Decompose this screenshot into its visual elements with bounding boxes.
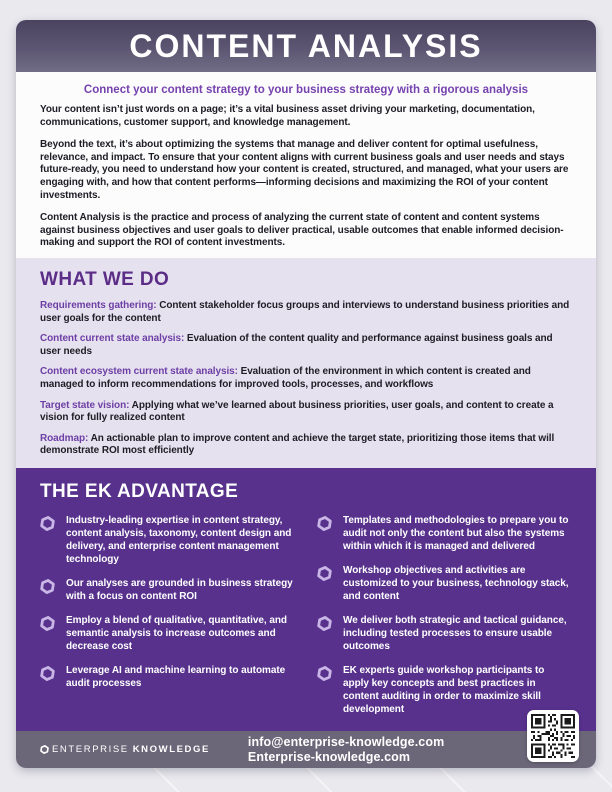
service-item-text: Evaluation of the content quality and performance against business goals and user needs	[40, 333, 553, 357]
hexagon-ring-icon	[40, 616, 55, 631]
advantage-item	[317, 664, 572, 716]
advantage-item-text: Workshop objectives and activities are customized to your business, technology stack, and content	[343, 565, 569, 602]
logo-word-enterprise: ENTERPRISE	[52, 744, 129, 755]
advantage-item-text: Leverage AI and machine learning to automate audit processes	[66, 665, 286, 689]
ek-advantage-section	[16, 468, 596, 731]
service-item	[40, 400, 572, 425]
qr-code-icon	[531, 714, 575, 758]
title-banner	[16, 20, 596, 72]
service-item	[40, 433, 572, 458]
advantage-item	[40, 614, 295, 653]
service-item-lead: Content ecosystem current state analysis:	[40, 366, 238, 378]
service-item-lead: Content current state analysis:	[40, 333, 185, 345]
hexagon-ring-icon	[317, 566, 332, 581]
ek-advantage-heading: THE EK ADVANTAGE	[40, 481, 239, 502]
what-we-do-heading: WHAT WE DO	[40, 269, 170, 290]
advantage-item	[317, 514, 572, 553]
advantage-item	[40, 514, 295, 566]
advantage-item	[40, 664, 295, 690]
contact-block	[248, 735, 444, 765]
service-item	[40, 333, 572, 358]
flyer-card	[16, 20, 596, 768]
intro-paragraph: Content Analysis is the practice and process of analyzing the current state of content and content systems against business objectives and user goals to deliver practical, usable outcomes that enable informed decision-making and support the ROI of content investments.	[40, 212, 564, 249]
ek-hexagon-logo-icon	[40, 745, 49, 754]
advantage-column-right	[317, 514, 572, 716]
advantage-item-text: Industry-leading expertise in content strategy, content analysis, taxonomy, content design and delivery, and enterprise content management technology	[66, 515, 292, 565]
page-title: CONTENT ANALYSIS	[129, 27, 483, 64]
enterprise-knowledge-logo	[40, 744, 210, 755]
service-item-lead: Requirements gathering:	[40, 300, 157, 311]
website-link[interactable]: Enterprise-knowledge.com	[247, 749, 411, 764]
intro-paragraph: Your content isn’t just words on a page; it’s a vital business asset driving your marketing, documentation, communications, customer support, and knowledge management.	[40, 104, 535, 128]
email-link[interactable]: info@enterprise-knowledge.com	[247, 734, 445, 749]
advantage-item	[317, 614, 572, 653]
service-item	[40, 366, 572, 391]
advantage-item-text: Our analyses are grounded in business strategy with a focus on content ROI	[66, 578, 293, 602]
service-item-lead: Target state vision:	[40, 399, 130, 411]
advantage-item-text: EK experts guide workshop participants to apply key concepts and best practices in content auditing in order to maximize skill development	[343, 665, 545, 715]
hexagon-ring-icon	[317, 616, 332, 631]
intro-subtitle: Connect your content strategy to your business strategy with a rigorous analysis	[83, 84, 529, 96]
hexagon-ring-icon	[40, 579, 55, 594]
intro-section	[16, 72, 596, 258]
hexagon-ring-icon	[40, 516, 55, 531]
service-item-lead: Roadmap:	[40, 432, 89, 444]
service-item-text: Applying what we’ve learned about business priorities, user goals, and content to create a vision for fully realized content	[40, 399, 554, 424]
qr-code	[527, 710, 579, 762]
advantage-item-text: Templates and methodologies to prepare you to audit not only the content but also the systems within which it is managed and delivered	[343, 515, 569, 552]
advantage-column-left	[40, 514, 295, 716]
advantage-item-text: We deliver both strategic and tactical guidance, including tested processes to ensure usable outcomes	[343, 615, 567, 652]
logo-wordmark	[52, 744, 210, 755]
advantage-item	[317, 564, 572, 603]
service-item	[40, 300, 572, 325]
advantage-item-text: Employ a blend of qualitative, quantitative, and semantic analysis to increase outcomes and decrease cost	[66, 615, 287, 652]
footer-bar	[16, 731, 596, 768]
hexagon-ring-icon	[317, 516, 332, 531]
intro-paragraph: Beyond the text, it’s about optimizing the systems that manage and deliver content for optimal usefulness, relevance, and impact. To ensure that your content aligns with current business goals and user needs and stays future-ready, you need to understand how your content is created, structured, and managed, what your users are engaging with, and how that content performs—informing decisions and maximizing the ROI of your content investments.	[40, 139, 569, 201]
service-item-text: An actionable plan to improve content and achieve the target state, prioritizing those items that will demonstrate ROI most efficiently	[40, 432, 555, 457]
logo-word-knowledge: KNOWLEDGE	[132, 744, 210, 755]
hexagon-ring-icon	[317, 666, 332, 681]
advantage-item	[40, 577, 295, 603]
service-item-text: Content stakeholder focus groups and interviews to understand business priorities and user goals for the content	[40, 300, 570, 324]
service-item-text: Evaluation of the environment in which content is created and managed to inform recommendations for improved tools, processes, and workflows	[40, 366, 531, 390]
what-we-do-section	[16, 258, 596, 468]
hexagon-ring-icon	[40, 666, 55, 681]
